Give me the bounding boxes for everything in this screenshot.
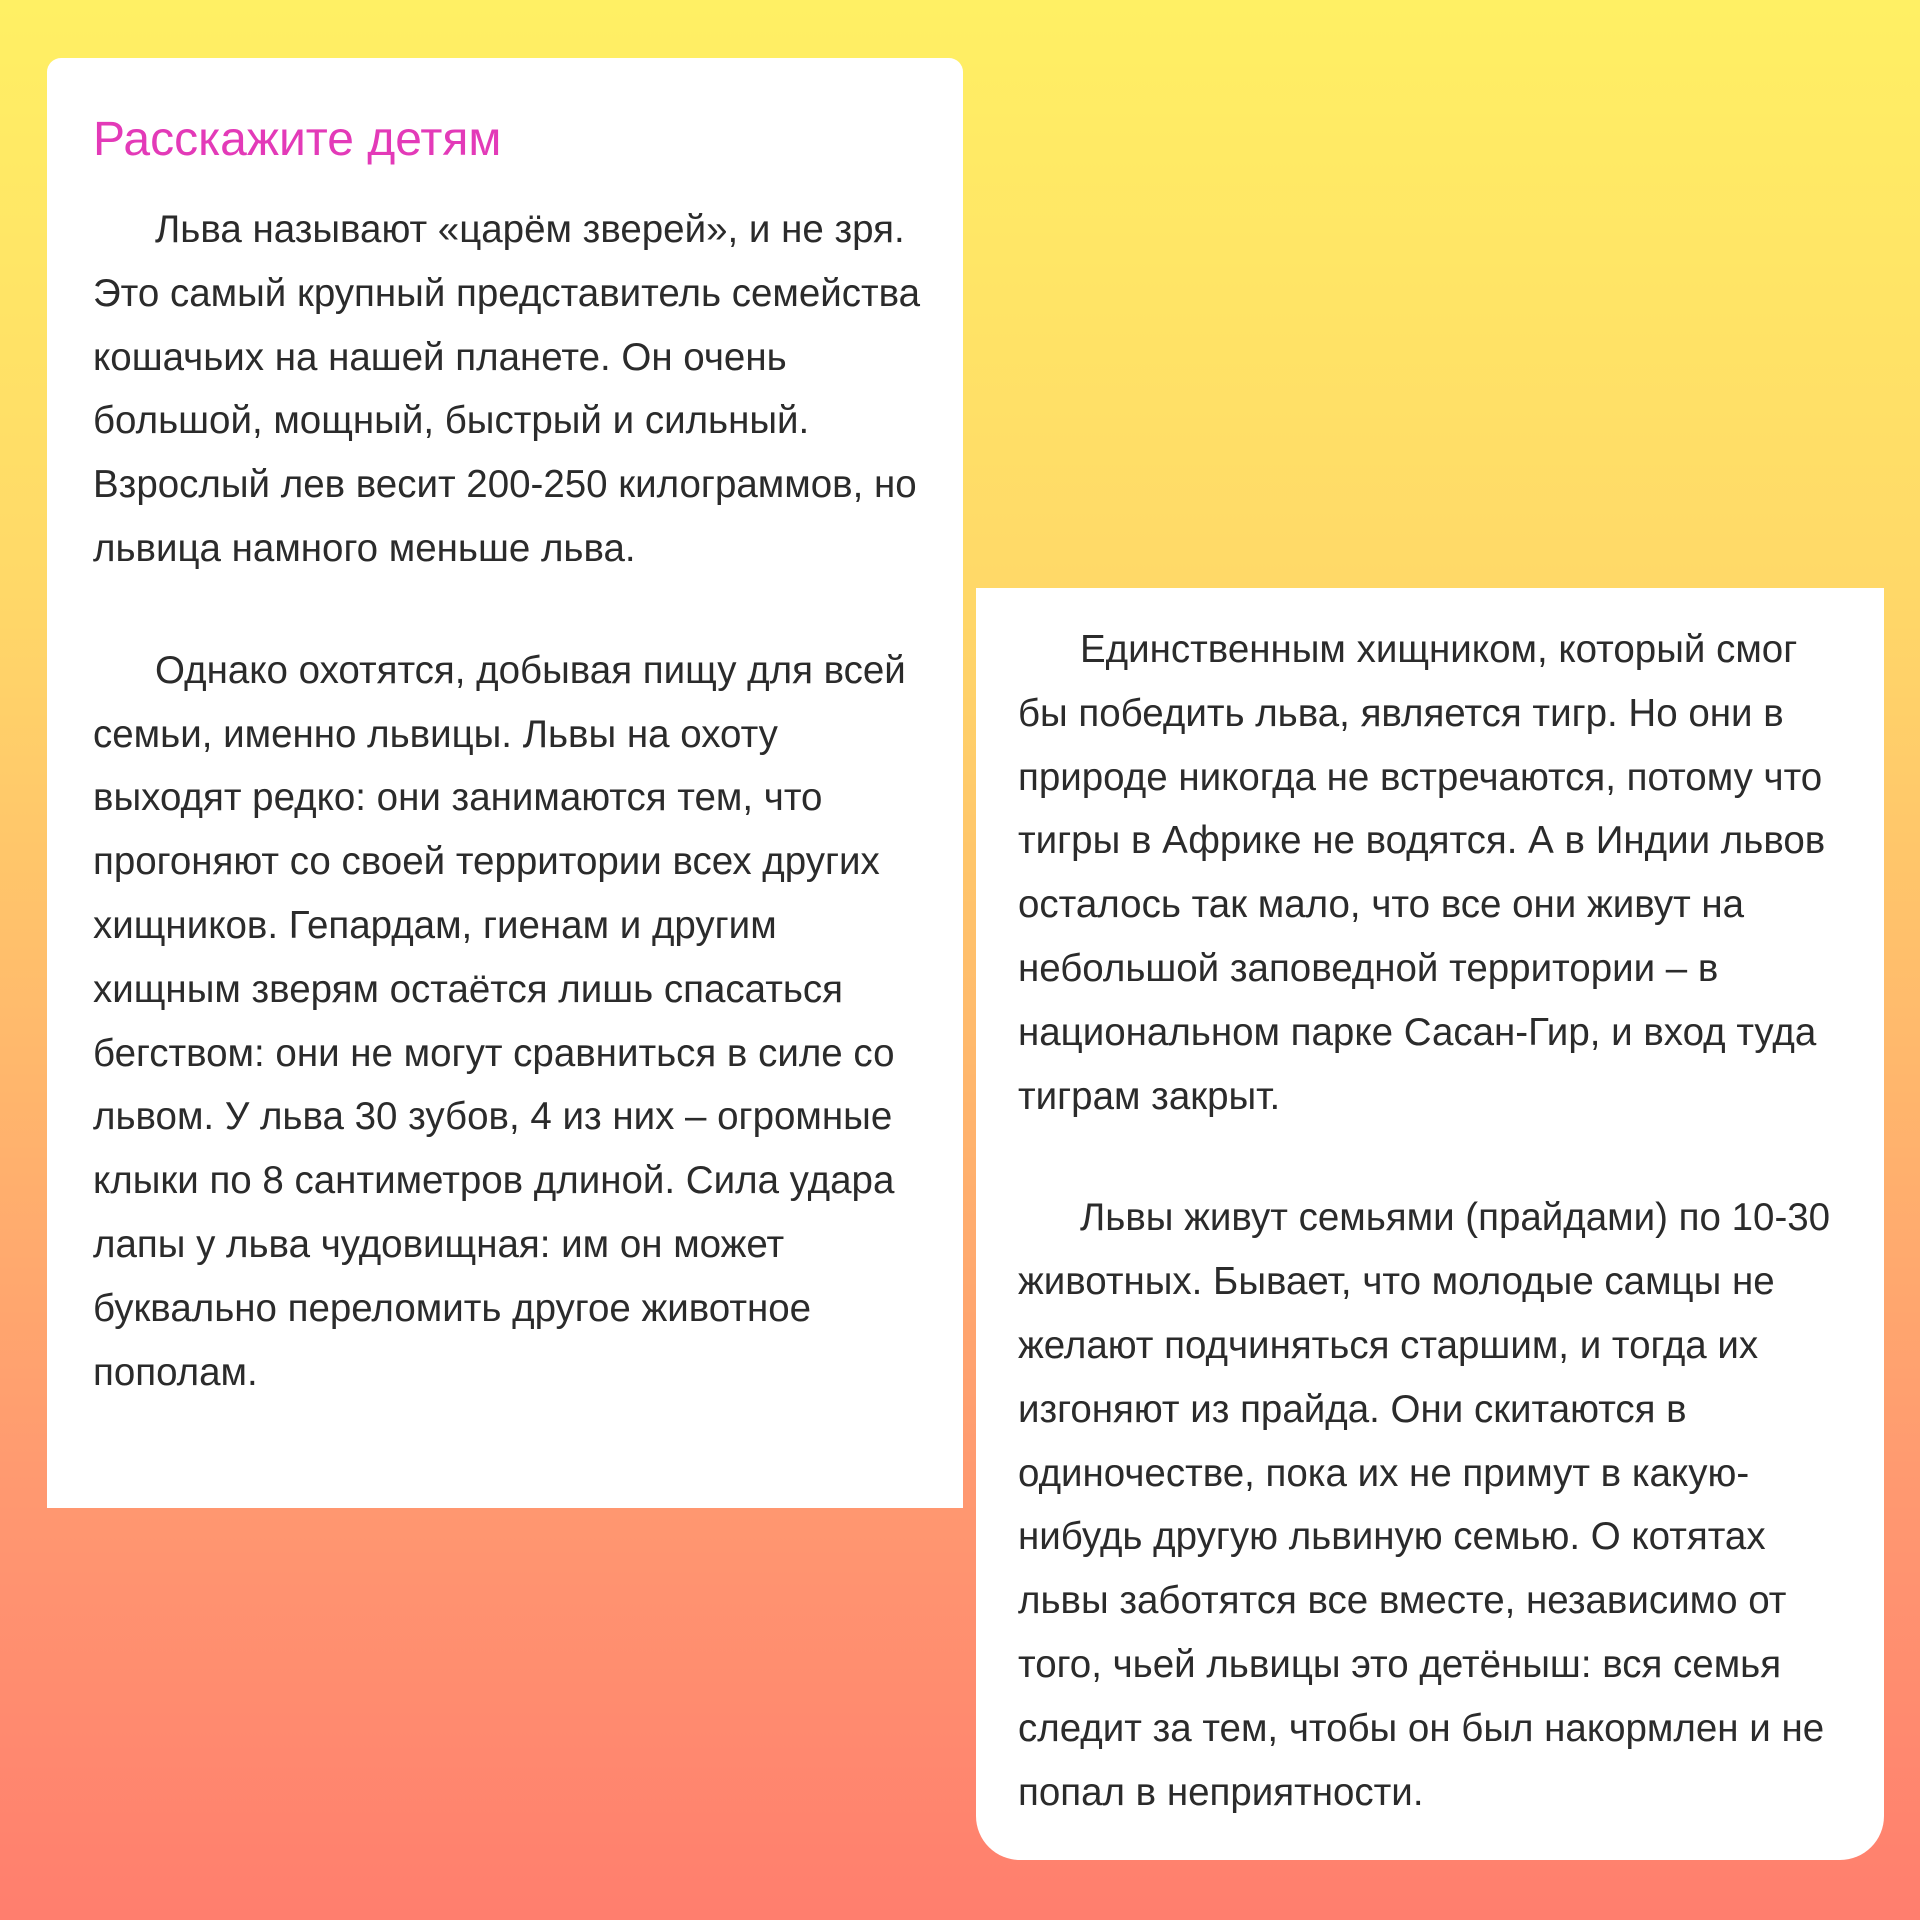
left-text-card <box>47 58 963 1508</box>
right-text-card <box>976 588 1884 1860</box>
card-title: Расскажите детям <box>93 113 502 166</box>
paragraph-lionesses-hunt: Однако охотятся, добывая пищу для всей семьи, именно львицы. Львы на охоту выходят редко: они занимаются тем, что прогоняют со своей территории всех других хищников. Гепардам, гиенам и другим хищным зверям остаётся лишь спасаться бегством: они не могут сравниться в силе со львом. У льва 30 зубов, 4 из них – огромные клыки по 8 сантиметров длиной. Сила удара лапы у льва чудовищная: им он может буквально переломить другое животное пополам. <box>93 648 906 1394</box>
paragraph-tiger: Единственным хищником, который смог бы победить льва, является тигр. Но они в природе никогда не встречаются, потому что тигры в Африке не водятся. А в Индии львов осталось так мало, что все они живут на небольшой заповедной территории – в национальном парке Сасан-Гир, и вход туда тиграм закрыт. <box>1018 628 1826 1118</box>
paragraph-lion-size: Льва называют «царём зверей», и не зря. Это самый крупный представитель семейства кошачьих на нашей планете. Он очень большой, мощный, быстрый и сильный. Взрослый лев весит 200-250 килограммов, но львица намного меньше льва. <box>93 208 921 570</box>
paragraph-prides: Львы живут семьями (прайдами) по 10-30 животных. Бывает, что молодые самцы не желают подчиняться старшим, и тогда их изгоняют из прайда. Они скитаются в одиночестве, пока их не примут в какую-нибудь другую львиную семью. О котятах львы заботятся все вместе, независимо от того, чьей львицы это детёныш: вся семья следит за тем, чтобы он был накормлен и не попал в неприятности. <box>1018 1196 1831 1814</box>
